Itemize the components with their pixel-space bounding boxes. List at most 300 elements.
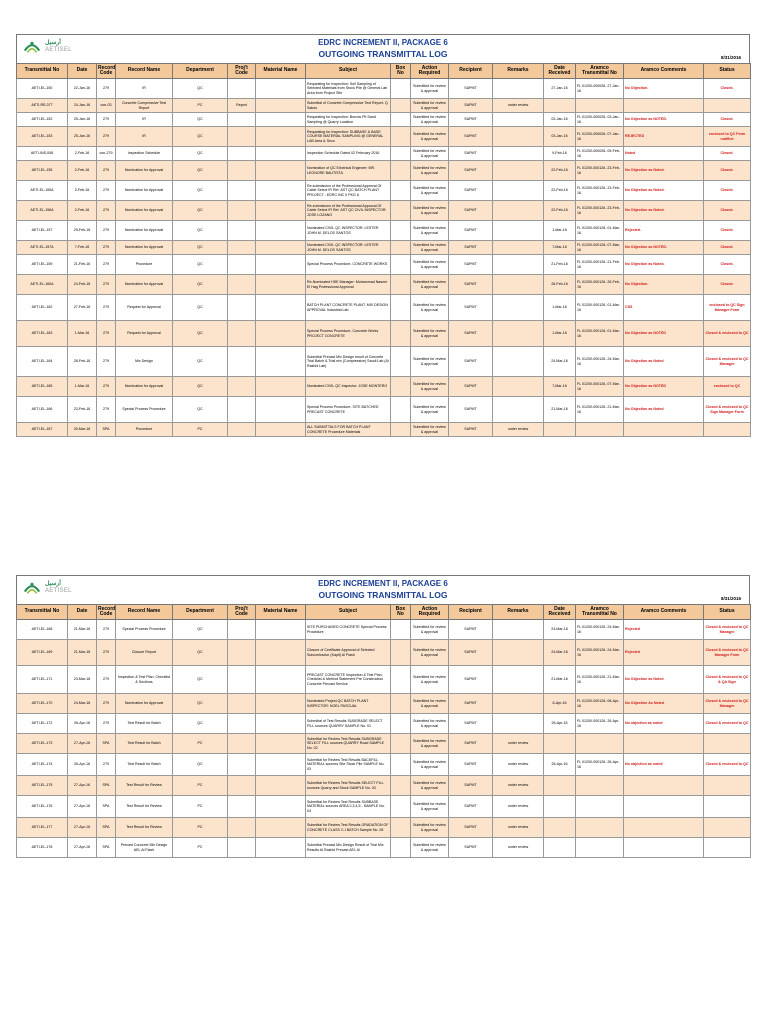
log-date: 8/31/2016 xyxy=(720,596,741,601)
cell-date: 22-Jan-16 xyxy=(68,79,97,99)
brand-sub: AETISEL xyxy=(45,47,72,53)
cell-record-name: Concrete Compressive Test Report xyxy=(116,99,173,113)
cell-date: 24-Jan-16 xyxy=(68,99,97,113)
cell-remarks: under review xyxy=(493,776,544,796)
column-header-aramco-transmittal-no: Aramco Transmittal No xyxy=(576,605,624,620)
cell-subject: Submittal for Review Test Results SUBGRADE SELECT FILL sources QUARRY Road SAMPLE No. 02 xyxy=(306,734,391,754)
cell-date: 27-Apr-16 xyxy=(68,818,97,838)
cell-recipient: SAPMT xyxy=(449,620,493,640)
table-row[interactable] xyxy=(17,99,751,113)
cell-date-received xyxy=(544,776,576,796)
cell-action-required: Submitted for review & approval xyxy=(411,221,449,241)
cell-record-name: Test Result for Batch xyxy=(116,734,173,754)
cell-aramco-comments xyxy=(624,796,704,818)
cell-aramco-comments xyxy=(624,818,704,838)
table-row[interactable] xyxy=(17,79,751,99)
cell-box-no xyxy=(391,201,411,221)
cell-status: Closed & enclosed to QC xyxy=(704,714,751,734)
cell-project-code xyxy=(228,275,256,295)
column-header-date-received: Date Received xyxy=(544,64,576,79)
cell-box-no xyxy=(391,838,411,858)
cell-date: 25-Jan-16 xyxy=(68,113,97,127)
cell-project-code xyxy=(228,147,256,161)
table-row[interactable] xyxy=(17,255,751,275)
cell-subject: Nominated CIVIL QC INSPECTOR: LESTER JOHN M. DELOS SANTOS xyxy=(306,241,391,255)
cell-aramco-transmittal-no xyxy=(576,818,624,838)
cell-material-name xyxy=(256,161,306,181)
table-row[interactable] xyxy=(17,181,751,201)
cell-aramco-transmittal-no: FL 01200-000126- 24-Mar-16 xyxy=(576,620,624,640)
cell-action-required: Submitted for review & approval xyxy=(411,694,449,714)
cell-recipient: SAPMT xyxy=(449,79,493,99)
cell-record-name: Test Result for Batch xyxy=(116,754,173,776)
cell-remarks: under review xyxy=(493,818,544,838)
cell-box-no xyxy=(391,127,411,147)
page-title: EDRC INCREMENT II, PACKAGE 6 xyxy=(318,579,448,588)
transmittal-sheet-2 xyxy=(16,575,750,858)
cell-box-no xyxy=(391,423,411,437)
cell-aramco-comments: No Objection as Noted xyxy=(624,347,704,377)
cell-record-code: 279 xyxy=(97,397,116,423)
cell-subject: Closure of Certificate Approval of Selected Subcontractor (Kapit) Al Flash xyxy=(306,640,391,666)
cell-aramco-comments: No Objection as Noted. xyxy=(624,255,704,275)
table-row[interactable] xyxy=(17,321,751,347)
table-row[interactable] xyxy=(17,241,751,255)
cell-aramco-transmittal-no: FL 01200-000126- 07-Mar-16 xyxy=(576,377,624,397)
cell-department: QC xyxy=(173,181,228,201)
cell-record-code: SPA xyxy=(97,776,116,796)
cell-status: Closed. xyxy=(704,181,751,201)
table-row[interactable] xyxy=(17,776,751,796)
cell-material-name xyxy=(256,714,306,734)
cell-box-no xyxy=(391,321,411,347)
cell-aramco-transmittal-no xyxy=(576,838,624,858)
cell-remarks xyxy=(493,397,544,423)
cell-remarks: under review xyxy=(493,754,544,776)
cell-date: 23-Feb-16 xyxy=(68,397,97,423)
cell-subject: ALL SUBMITTALS FOR BATCH PLANT CONCRETE Procedure Materials xyxy=(306,423,391,437)
cell-box-no xyxy=(391,620,411,640)
cell-department: QC xyxy=(173,79,228,99)
table-row[interactable] xyxy=(17,796,751,818)
cell-subject: Submittal for Review Test Results GRADATION OF CONCRETE CLASS C-I BATCH Sample No. 05 xyxy=(306,818,391,838)
sheet-header xyxy=(16,34,750,63)
cell-recipient: SAPMT xyxy=(449,694,493,714)
cell-remarks xyxy=(493,714,544,734)
cell-department: PC xyxy=(173,776,228,796)
table-row[interactable] xyxy=(17,275,751,295)
cell-transmittal-no: AETI-EL-171 xyxy=(17,666,68,694)
page-title: EDRC INCREMENT II, PACKAGE 6 xyxy=(318,38,448,47)
cell-action-required: Submitted for review & approval xyxy=(411,754,449,776)
cell-date: 21-Mar-16 xyxy=(68,640,97,666)
cell-remarks: under review xyxy=(493,734,544,754)
table-row[interactable] xyxy=(17,397,751,423)
cell-record-code: 279 xyxy=(97,620,116,640)
cell-recipient: SAPMT xyxy=(449,754,493,776)
cell-department: QC xyxy=(173,221,228,241)
cell-transmittal-no: AETI-EL-160A xyxy=(17,275,68,295)
log-date: 8/31/2016 xyxy=(720,55,741,60)
cell-record-name: Test Result for Review xyxy=(116,796,173,818)
cell-recipient: SAPMT xyxy=(449,275,493,295)
cell-project-code xyxy=(228,666,256,694)
cell-transmittal-no: AETI-EL-162 xyxy=(17,295,68,321)
cell-date: 25-Jan-16 xyxy=(68,127,97,147)
table-row[interactable] xyxy=(17,377,751,397)
cell-subject: Submittal Precast Mix Design result of Concrete Trial Batch & Trial mix (Compressive) Saudi Lab (Al Rashid Lab) xyxy=(306,347,391,377)
cell-department: PC xyxy=(173,423,228,437)
cell-record-code: 279 xyxy=(97,714,116,734)
cell-action-required: Submitted for review & approval xyxy=(411,241,449,255)
brand-sub: AETISEL xyxy=(45,588,72,594)
cell-transmittal-no: AETI-EL-169 xyxy=(17,640,68,666)
transmittal-sheet-1 xyxy=(16,34,750,437)
cell-subject: Nominated Project QC BATCH PLANT INSPECTOR: NOEL PASCUAL xyxy=(306,694,391,714)
cell-department: QC xyxy=(173,295,228,321)
cell-record-code: 279 xyxy=(97,113,116,127)
cell-recipient: SAPMT xyxy=(449,796,493,818)
cell-project-code xyxy=(228,838,256,858)
cell-project-code xyxy=(228,796,256,818)
cell-action-required: Submitted for review & approval xyxy=(411,818,449,838)
table-row[interactable] xyxy=(17,221,751,241)
cell-material-name xyxy=(256,255,306,275)
cell-department: QC xyxy=(173,377,228,397)
cell-project-code xyxy=(228,397,256,423)
cell-department: QC xyxy=(173,127,228,147)
cell-aramco-comments xyxy=(624,99,704,113)
cell-subject: Submittal of Test Results SUBGRADE SELECT FILL sources QUARRY SAMPLE No. 01 xyxy=(306,714,391,734)
cell-record-name: Closure Report xyxy=(116,640,173,666)
cell-transmittal-no: AETI-INS-008 xyxy=(17,147,68,161)
cell-action-required: Submitted for review & approval xyxy=(411,377,449,397)
column-header-transmittal-no: Transmittal No xyxy=(17,605,68,620)
cell-subject: Re-submission of the Professional Approval Of Cable Select IR Ref. AST QC CIVIL INSPECTOR: JOSE LOZANO xyxy=(306,201,391,221)
cell-project-code xyxy=(228,113,256,127)
cell-date-received: 26-Apr-16 xyxy=(544,714,576,734)
cell-status: Closed. xyxy=(704,147,751,161)
cell-material-name xyxy=(256,377,306,397)
cell-department: PC xyxy=(173,818,228,838)
cell-recipient: SAPMT xyxy=(449,127,493,147)
cell-record-code: 279 xyxy=(97,640,116,666)
cell-action-required: Submitted for review & approval xyxy=(411,201,449,221)
cell-subject: Nominated CIVIL QC Inspector: JOSE MONTERO xyxy=(306,377,391,397)
cell-status xyxy=(704,423,751,437)
column-header-aramco-comments: Aramco Comments xyxy=(624,64,704,79)
cell-date: 26-Apr-16 xyxy=(68,754,97,776)
column-header-recipient: Recipient xyxy=(449,64,493,79)
cell-record-code: 279 xyxy=(97,754,116,776)
cell-aramco-transmittal-no: FL 01200-000126- 21-Feb-16 xyxy=(576,255,624,275)
cell-project-code xyxy=(228,181,256,201)
table-row[interactable] xyxy=(17,423,751,437)
cell-record-name: Nomination for Approval xyxy=(116,275,173,295)
cell-recipient: SAPMT xyxy=(449,113,493,127)
cell-transmittal-no: AETI-EL-150 xyxy=(17,79,68,99)
table-row[interactable] xyxy=(17,818,751,838)
cell-date-received xyxy=(544,99,576,113)
table-row[interactable] xyxy=(17,201,751,221)
cell-transmittal-no: AETI-EL-155A xyxy=(17,181,68,201)
cell-project-code xyxy=(228,127,256,147)
page-subtitle: OUTGOING TRANSMITTAL LOG xyxy=(318,590,448,600)
cell-aramco-comments: Noted xyxy=(624,147,704,161)
cell-aramco-comments: No Objection As Noted xyxy=(624,694,704,714)
table-row[interactable] xyxy=(17,295,751,321)
cell-box-no xyxy=(391,666,411,694)
cell-record-code: con-279 xyxy=(97,147,116,161)
cell-material-name xyxy=(256,113,306,127)
cell-remarks xyxy=(493,127,544,147)
cell-record-code: 279 xyxy=(97,275,116,295)
cell-department: QC xyxy=(173,275,228,295)
cell-status: Closed. xyxy=(704,221,751,241)
cell-date-received: 26-Feb-16 xyxy=(544,275,576,295)
cell-date-received: 22-Feb-16 xyxy=(544,161,576,181)
table-row[interactable] xyxy=(17,714,751,734)
cell-aramco-comments: Rejected xyxy=(624,640,704,666)
cell-material-name xyxy=(256,275,306,295)
cell-aramco-comments: No Objection. xyxy=(624,79,704,99)
cell-material-name xyxy=(256,694,306,714)
cell-status: Closed & enclosed to QC xyxy=(704,754,751,776)
cell-material-name xyxy=(256,221,306,241)
cell-material-name xyxy=(256,79,306,99)
cell-box-no xyxy=(391,714,411,734)
cell-remarks: under review xyxy=(493,796,544,818)
cell-recipient: SAPMT xyxy=(449,714,493,734)
cell-material-name xyxy=(256,620,306,640)
column-header-record-code: Record Code xyxy=(97,64,116,79)
cell-remarks xyxy=(493,161,544,181)
cell-date-received xyxy=(544,796,576,818)
cell-record-code: 279 xyxy=(97,255,116,275)
cell-action-required: Submitted for review & approval xyxy=(411,776,449,796)
cell-remarks xyxy=(493,694,544,714)
table-row[interactable] xyxy=(17,127,751,147)
cell-aramco-comments: Rejected. xyxy=(624,221,704,241)
cell-transmittal-no: AETI-EL-153 xyxy=(17,127,68,147)
cell-subject: Special Process Procedure- SITE BATCHED PRECAST CONCRETE xyxy=(306,397,391,423)
cell-date: 26-Apr-16 xyxy=(68,714,97,734)
cell-subject: Requesting for Inspection: Borrow Pit Sand Sampling @ Quarry Location xyxy=(306,113,391,127)
cell-remarks xyxy=(493,620,544,640)
cell-material-name xyxy=(256,796,306,818)
cell-record-code: 279 xyxy=(97,347,116,377)
cell-recipient: SAPMT xyxy=(449,666,493,694)
cell-aramco-comments: No Objection as Noted. xyxy=(624,181,704,201)
table-row[interactable] xyxy=(17,113,751,127)
table-row[interactable] xyxy=(17,640,751,666)
cell-project-code xyxy=(228,714,256,734)
cell-box-no xyxy=(391,734,411,754)
cell-aramco-comments: Rejected xyxy=(624,620,704,640)
cell-remarks xyxy=(493,201,544,221)
table-row[interactable] xyxy=(17,754,751,776)
cell-department: QC xyxy=(173,754,228,776)
cell-date: 27-Apr-16 xyxy=(68,838,97,858)
cell-transmittal-no: AETI-EL-176 xyxy=(17,796,68,818)
cell-subject: Submittal for Review Test Results SELECT FILL sources Quarry and Stock SAMPLE No. 03 xyxy=(306,776,391,796)
column-header-recipient: Recipient xyxy=(449,605,493,620)
cell-date-received: 22-Feb-16 xyxy=(544,201,576,221)
cell-action-required: Submitted for review & approval xyxy=(411,397,449,423)
cell-aramco-comments xyxy=(624,776,704,796)
column-header-subject: Subject xyxy=(306,64,391,79)
cell-department: QC xyxy=(173,113,228,127)
sheet-header xyxy=(16,575,750,604)
cell-status: Closed & enclosed to QC Manager xyxy=(704,347,751,377)
cell-project-code xyxy=(228,347,256,377)
cell-date-received: 1-Mar-16 xyxy=(544,321,576,347)
cell-recipient: SAPMT xyxy=(449,161,493,181)
cell-material-name xyxy=(256,838,306,858)
cell-recipient: SAPMT xyxy=(449,397,493,423)
cell-record-code: 279 xyxy=(97,201,116,221)
cell-action-required: Submitted for review & approval xyxy=(411,181,449,201)
column-header-action-required: Action Required xyxy=(411,64,449,79)
cell-box-no xyxy=(391,99,411,113)
cell-subject: SITE PURCHASED CONCRETE Special Process Procedure xyxy=(306,620,391,640)
cell-project-code xyxy=(228,161,256,181)
column-header-box-no: Box No xyxy=(391,605,411,620)
cell-status xyxy=(704,838,751,858)
cell-material-name xyxy=(256,397,306,423)
table-row[interactable] xyxy=(17,694,751,714)
cell-record-name: Inspection Schedule xyxy=(116,147,173,161)
cell-department: QC xyxy=(173,640,228,666)
table-row[interactable] xyxy=(17,620,751,640)
cell-project-code xyxy=(228,818,256,838)
cell-record-name: Nomination for Approval xyxy=(116,181,173,201)
cell-action-required: Submitted for review & approval xyxy=(411,99,449,113)
cell-record-name: Procedure xyxy=(116,255,173,275)
cell-record-name: Special Process Procedure xyxy=(116,620,173,640)
cell-record-code: 279 xyxy=(97,295,116,321)
cell-record-code: 279 xyxy=(97,666,116,694)
table-row[interactable] xyxy=(17,838,751,858)
cell-status: Closed & enclosed to QC xyxy=(704,321,751,347)
cell-remarks xyxy=(493,377,544,397)
cell-project-code xyxy=(228,694,256,714)
cell-record-name: Inspection & Test Plan, Checklist & Sections xyxy=(116,666,173,694)
cell-subject: Nominated CIVIL QC INSPECTOR: LESTER JOHN M. DELOS SANTOS xyxy=(306,221,391,241)
cell-action-required: Submitted for review & approval xyxy=(411,113,449,127)
table-row[interactable] xyxy=(17,147,751,161)
cell-action-required: Submitted for review & approval xyxy=(411,838,449,858)
cell-subject: Requesting for Inspection: SUBBASE & BASE COURSE MATERIAL SAMPLING @ GENERAL LAB Area & Seco xyxy=(306,127,391,147)
cell-aramco-transmittal-no: FL 01200-000026- 27-Jan-16 xyxy=(576,79,624,99)
column-header-subject: Subject xyxy=(306,605,391,620)
cell-remarks xyxy=(493,275,544,295)
cell-aramco-transmittal-no: FL 01200-000126- 26-Apr-16 xyxy=(576,714,624,734)
cell-department: QC xyxy=(173,255,228,275)
cell-material-name xyxy=(256,99,306,113)
cell-transmittal-no: AETI-EL-168 xyxy=(17,620,68,640)
cell-aramco-comments xyxy=(624,423,704,437)
cell-recipient: SAPMT xyxy=(449,640,493,666)
cell-aramco-transmittal-no: FL 01200-000126- 21-Mar-16 xyxy=(576,666,624,694)
cell-project-code xyxy=(228,754,256,776)
cell-remarks xyxy=(493,321,544,347)
cell-date-received: 21-Feb-16 xyxy=(544,255,576,275)
column-header-action-required: Action Required xyxy=(411,605,449,620)
cell-aramco-transmittal-no: FL 01200-000126- 23-Feb-16 xyxy=(576,161,624,181)
cell-status: enclosed to QC Form notified xyxy=(704,127,751,147)
cell-aramco-transmittal-no: FL 01200-000026- 09-Feb-16 xyxy=(576,147,624,161)
cell-status: enclosed to QC xyxy=(704,377,751,397)
cell-transmittal-no: AETI-EL-170 xyxy=(17,694,68,714)
cell-status xyxy=(704,99,751,113)
cell-date-received: 26-Apr-16 xyxy=(544,754,576,776)
cell-remarks xyxy=(493,147,544,161)
cell-subject: PRECAST CONCRETE Inspection & Test Plan, Checklist & Method Statement Pre Construction Concrete Precast Service xyxy=(306,666,391,694)
cell-material-name xyxy=(256,295,306,321)
cell-transmittal-no: AETI-EL-177 xyxy=(17,818,68,838)
cell-date: 2-Feb-16 xyxy=(68,181,97,201)
column-header-box-no: Box No xyxy=(391,64,411,79)
cell-record-name: IR xyxy=(116,127,173,147)
table-row[interactable] xyxy=(17,666,751,694)
cell-status: Closed & enclosed to QC Manager Form xyxy=(704,640,751,666)
cell-record-name: Nomination for Approval xyxy=(116,161,173,181)
cell-box-no xyxy=(391,397,411,423)
cell-department: QC xyxy=(173,201,228,221)
table-row[interactable] xyxy=(17,161,751,181)
cell-date-received: 9-Feb-16 xyxy=(544,147,576,161)
cell-aramco-transmittal-no xyxy=(576,99,624,113)
cell-subject: Submittal Precast Mix Design Result of Trial Mix Results Al Rashid Precast AEL Al xyxy=(306,838,391,858)
cell-aramco-comments: No Objection as NOTED. xyxy=(624,241,704,255)
cell-project-code xyxy=(228,321,256,347)
cell-project-code xyxy=(228,221,256,241)
cell-date: 29-Feb-16 xyxy=(68,221,97,241)
cell-status: Closed & enclosed to QC Manager xyxy=(704,694,751,714)
brand-name: أرسيل xyxy=(45,581,61,587)
cell-record-name: Nomination for Approval xyxy=(116,241,173,255)
cell-transmittal-no: AETI-EL-155 xyxy=(17,161,68,181)
column-header-date-received: Date Received xyxy=(544,605,576,620)
table-row[interactable] xyxy=(17,734,751,754)
column-header-material-name: Material Name xyxy=(256,605,306,620)
cell-remarks xyxy=(493,347,544,377)
column-header-aramco-comments: Aramco Comments xyxy=(624,605,704,620)
cell-recipient: SAPMT xyxy=(449,838,493,858)
cell-project-code xyxy=(228,377,256,397)
cell-project-code xyxy=(228,734,256,754)
cell-subject: Submittal for Review Test Results SUBBASE MATERIAL sources AREA 2,3,4,5 - SAMPLE No. 04 xyxy=(306,796,391,818)
cell-project-code xyxy=(228,620,256,640)
table-body xyxy=(17,620,751,858)
cell-department: QC xyxy=(173,397,228,423)
cell-aramco-transmittal-no: FL 01200-000126- 23-Feb-16 xyxy=(576,201,624,221)
cell-department: PC xyxy=(173,99,228,113)
cell-aramco-comments: CSS xyxy=(624,295,704,321)
cell-aramco-comments: No Objection as Noted xyxy=(624,666,704,694)
cell-project-code xyxy=(228,255,256,275)
cell-status: enclosed to QC Sign Manager Form xyxy=(704,295,751,321)
cell-project-code xyxy=(228,295,256,321)
table-row[interactable] xyxy=(17,347,751,377)
cell-remarks xyxy=(493,666,544,694)
cell-action-required: Submitted for review & approval xyxy=(411,423,449,437)
cell-status xyxy=(704,796,751,818)
cell-record-code: 279 xyxy=(97,127,116,147)
cell-transmittal-no: AETI-EL-157A xyxy=(17,241,68,255)
cell-recipient: SAPMT xyxy=(449,99,493,113)
